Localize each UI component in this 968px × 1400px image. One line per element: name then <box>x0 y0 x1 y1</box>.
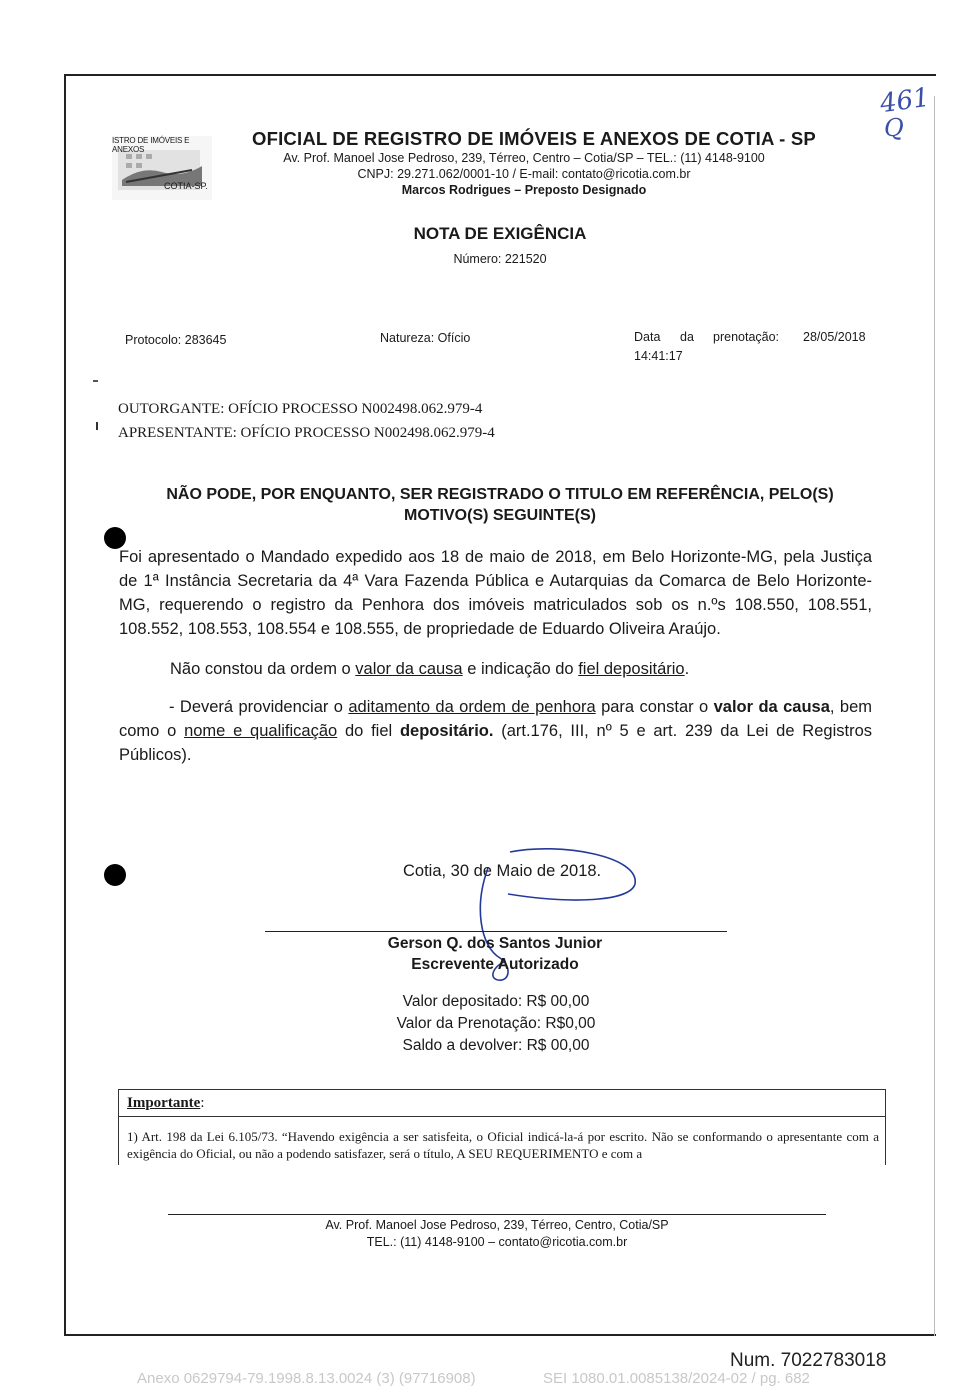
registry-responsible: Marcos Rodrigues – Preposto Designado <box>401 183 647 197</box>
registry-stamp-logo <box>112 136 212 200</box>
important-colon: : <box>200 1095 205 1111</box>
signer-name: Gerson Q. dos Santos Junior <box>387 935 603 952</box>
prenotacao-label-da: da <box>680 330 694 344</box>
stamp-city-text: COTIA-SP. <box>164 181 208 191</box>
prenotacao-date: 28/05/2018 <box>803 330 866 344</box>
important-title: Importante <box>127 1095 201 1111</box>
footer-line <box>168 1214 826 1215</box>
valor-prenotacao: Valor da Prenotação: R$0,00 <box>396 1015 596 1032</box>
p3-text: , bem como o <box>119 698 872 740</box>
signature-line <box>265 931 727 932</box>
page-border-left <box>64 74 66 1336</box>
important-text: 1) Art. 198 da Lei 6.105/73. “Havendo exigência a ser satisfeita, o Oficial indicá-la-á por escrito. Não se conformando o apresentante com a exigência do Oficial, ou não a podendo satisfazer, será o título, A SEU REQUERIMENTO e com a <box>127 1129 879 1161</box>
p2-fiel-depositario: fiel depositário <box>578 660 685 678</box>
document-number: Número: 221520 <box>453 252 547 266</box>
p3-valor-causa: valor da causa <box>713 698 830 716</box>
sei-reference: SEI 1080.01.0085138/2024-02 / pg. 682 <box>543 1370 810 1387</box>
p3-aditamento: aditamento da ordem de penhora <box>348 698 596 716</box>
warning-heading <box>110 484 890 526</box>
requirement-paragraph-1: Foi apresentado o Mandado expedido aos 18 de maio de 2018, em Belo Horizonte-MG, pela Justiça de 1ª Instância Secretaria da 4ª Vara Fazenda Pública e Autarquias da Comarca de Belo Horizonte-MG, requerendo o registro da Penhora dos imóveis matriculados sob os n.ºs 108.550, 108.551, 108.552, 108.553, 108.554 e 108.555, de propriedade de Eduardo Oliveira Araújo. <box>119 548 872 638</box>
registry-address: Av. Prof. Manoel Jose Pedroso, 239, Térreo, Centro – Cotia/SP – TEL.: (11) 4148-9100 <box>283 151 765 165</box>
signer-role: Escrevente Autorizado <box>411 956 579 973</box>
requirement-paragraph-2 <box>170 657 870 681</box>
saldo-devolver: Saldo a devolver: R$ 00,00 <box>402 1037 590 1054</box>
p3-text: do fiel <box>337 722 400 740</box>
p3-text: para constar o <box>595 698 714 716</box>
registry-cnpj-email: CNPJ: 29.271.062/0001-10 / E-mail: contato@ricotia.com.br <box>357 167 691 181</box>
registry-title: OFICIAL DE REGISTRO DE IMÓVEIS E ANEXOS DE COTIA - SP <box>252 128 816 149</box>
p3-text: - Deverá providenciar o <box>169 698 349 716</box>
important-heading <box>127 1094 205 1112</box>
p2-text: . <box>684 660 690 678</box>
apresentante: APRESENTANTE: OFÍCIO PROCESSO N002498.062.979-4 <box>118 425 495 441</box>
valor-depositado: Valor depositado: R$ 00,00 <box>402 993 590 1010</box>
handwritten-initial: Q <box>884 114 904 142</box>
prenotacao-label-data: Data <box>634 330 661 344</box>
p2-text: e indicação do <box>462 660 579 678</box>
p3-depositario: depositário. <box>399 722 494 740</box>
natureza: Natureza: Ofício <box>380 331 471 345</box>
outorgante: OUTORGANTE: OFÍCIO PROCESSO N002498.062.979-4 <box>118 401 483 417</box>
margin-mark <box>96 422 98 430</box>
place-date: Cotia, 30 de Maio de 2018. <box>403 862 602 880</box>
warning-line-2: MOTIVO(S) SEGUINTE(S) <box>404 507 596 524</box>
important-box <box>118 1089 886 1165</box>
important-divider <box>119 1116 885 1117</box>
page-border-top <box>64 74 936 76</box>
handwritten-page-number: 461 <box>878 82 932 120</box>
footer-contact: TEL.: (11) 4148-9100 – contato@ricotia.com.br <box>366 1235 628 1249</box>
stamp-top-text: ISTRO DE IMÓVEIS E ANEXOS <box>112 136 190 154</box>
prenotacao-time: 14:41:17 <box>634 349 683 363</box>
prenotacao-label: prenotação: <box>713 330 780 344</box>
protocolo: Protocolo: 283645 <box>125 333 227 347</box>
page-border-right <box>934 96 935 1336</box>
document-num: Num. 7022783018 <box>730 1350 887 1371</box>
p3-nome-qualificacao: nome e qualificação <box>184 722 338 740</box>
p3-text: (art.176, III, nº 5 e art. 239 da Lei de Registros Públicos). <box>119 722 872 764</box>
p2-valor-causa: valor da causa <box>355 660 463 678</box>
annex-reference: Anexo 0629794-79.1998.8.13.0024 (3) (97716908) <box>137 1370 476 1387</box>
footer-address: Av. Prof. Manoel Jose Pedroso, 239, Térreo, Centro, Cotia/SP <box>325 1218 669 1232</box>
margin-mark <box>93 380 98 382</box>
warning-line-1: NÃO PODE, POR ENQUANTO, SER REGISTRADO O TITULO EM REFERÊNCIA, PELO(S) <box>166 486 834 503</box>
p2-text: Não constou da ordem o <box>170 660 356 678</box>
requirement-paragraph-3 <box>119 695 872 767</box>
punch-hole <box>104 864 126 886</box>
document-title: NOTA DE EXIGÊNCIA <box>413 224 587 243</box>
page-border-bottom <box>64 1334 936 1336</box>
